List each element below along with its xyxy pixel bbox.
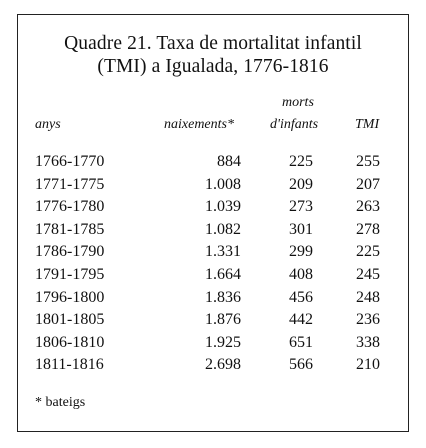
row-morts: 225 bbox=[289, 153, 313, 170]
row-morts: 651 bbox=[289, 333, 313, 351]
row-tmi: 207 bbox=[356, 175, 380, 193]
header-tmi: TMI bbox=[355, 117, 380, 132]
row-naixements: 1.876 bbox=[205, 311, 241, 329]
table-frame bbox=[17, 14, 409, 432]
row-naixements: 1.082 bbox=[205, 220, 241, 238]
row-years: 1791-1795 bbox=[35, 266, 105, 283]
row-naixements: 1.039 bbox=[205, 198, 241, 216]
row-morts: 273 bbox=[289, 198, 313, 216]
row-tmi: 210 bbox=[356, 356, 380, 374]
row-naixements: 884 bbox=[217, 153, 241, 170]
row-morts: 209 bbox=[289, 175, 313, 193]
row-naixements: 1.836 bbox=[205, 288, 241, 306]
row-years: 1771-1775 bbox=[35, 175, 105, 193]
header-naixements: naixements* bbox=[164, 117, 234, 132]
row-morts: 456 bbox=[289, 288, 313, 306]
footnote: * bateigs bbox=[35, 395, 86, 410]
header-anys: anys bbox=[35, 117, 61, 132]
row-tmi: 248 bbox=[356, 288, 380, 306]
row-morts: 408 bbox=[289, 266, 313, 283]
row-tmi: 263 bbox=[356, 198, 380, 216]
row-naixements: 1.331 bbox=[205, 243, 241, 261]
row-naixements: 2.698 bbox=[205, 356, 241, 374]
row-naixements: 1.664 bbox=[205, 266, 241, 283]
row-tmi: 255 bbox=[356, 153, 380, 170]
row-tmi: 338 bbox=[356, 333, 380, 351]
row-morts: 442 bbox=[289, 311, 313, 329]
table-title-line1: Quadre 21. Taxa de mortalitat infantil bbox=[64, 33, 362, 54]
header-morts-line2: d'infants bbox=[270, 117, 319, 132]
row-tmi: 245 bbox=[356, 266, 380, 283]
row-morts: 299 bbox=[289, 243, 313, 261]
row-naixements: 1.925 bbox=[205, 333, 241, 351]
row-years: 1776-1780 bbox=[35, 198, 105, 216]
row-tmi: 236 bbox=[356, 311, 380, 329]
row-years: 1811-1816 bbox=[35, 356, 104, 374]
row-morts: 566 bbox=[289, 356, 313, 374]
row-years: 1781-1785 bbox=[35, 220, 105, 238]
row-years: 1796-1800 bbox=[35, 288, 105, 306]
table-title-line2: (TMI) a Igualada, 1776-1816 bbox=[97, 56, 329, 77]
row-years: 1801-1805 bbox=[35, 311, 105, 329]
row-morts: 301 bbox=[289, 220, 313, 238]
row-years: 1766-1770 bbox=[35, 153, 105, 170]
row-tmi: 225 bbox=[356, 243, 380, 261]
row-years: 1786-1790 bbox=[35, 243, 105, 261]
row-tmi: 278 bbox=[356, 220, 380, 238]
row-naixements: 1.008 bbox=[205, 175, 241, 193]
row-years: 1806-1810 bbox=[35, 333, 105, 351]
header-morts-line1: morts bbox=[282, 95, 314, 110]
